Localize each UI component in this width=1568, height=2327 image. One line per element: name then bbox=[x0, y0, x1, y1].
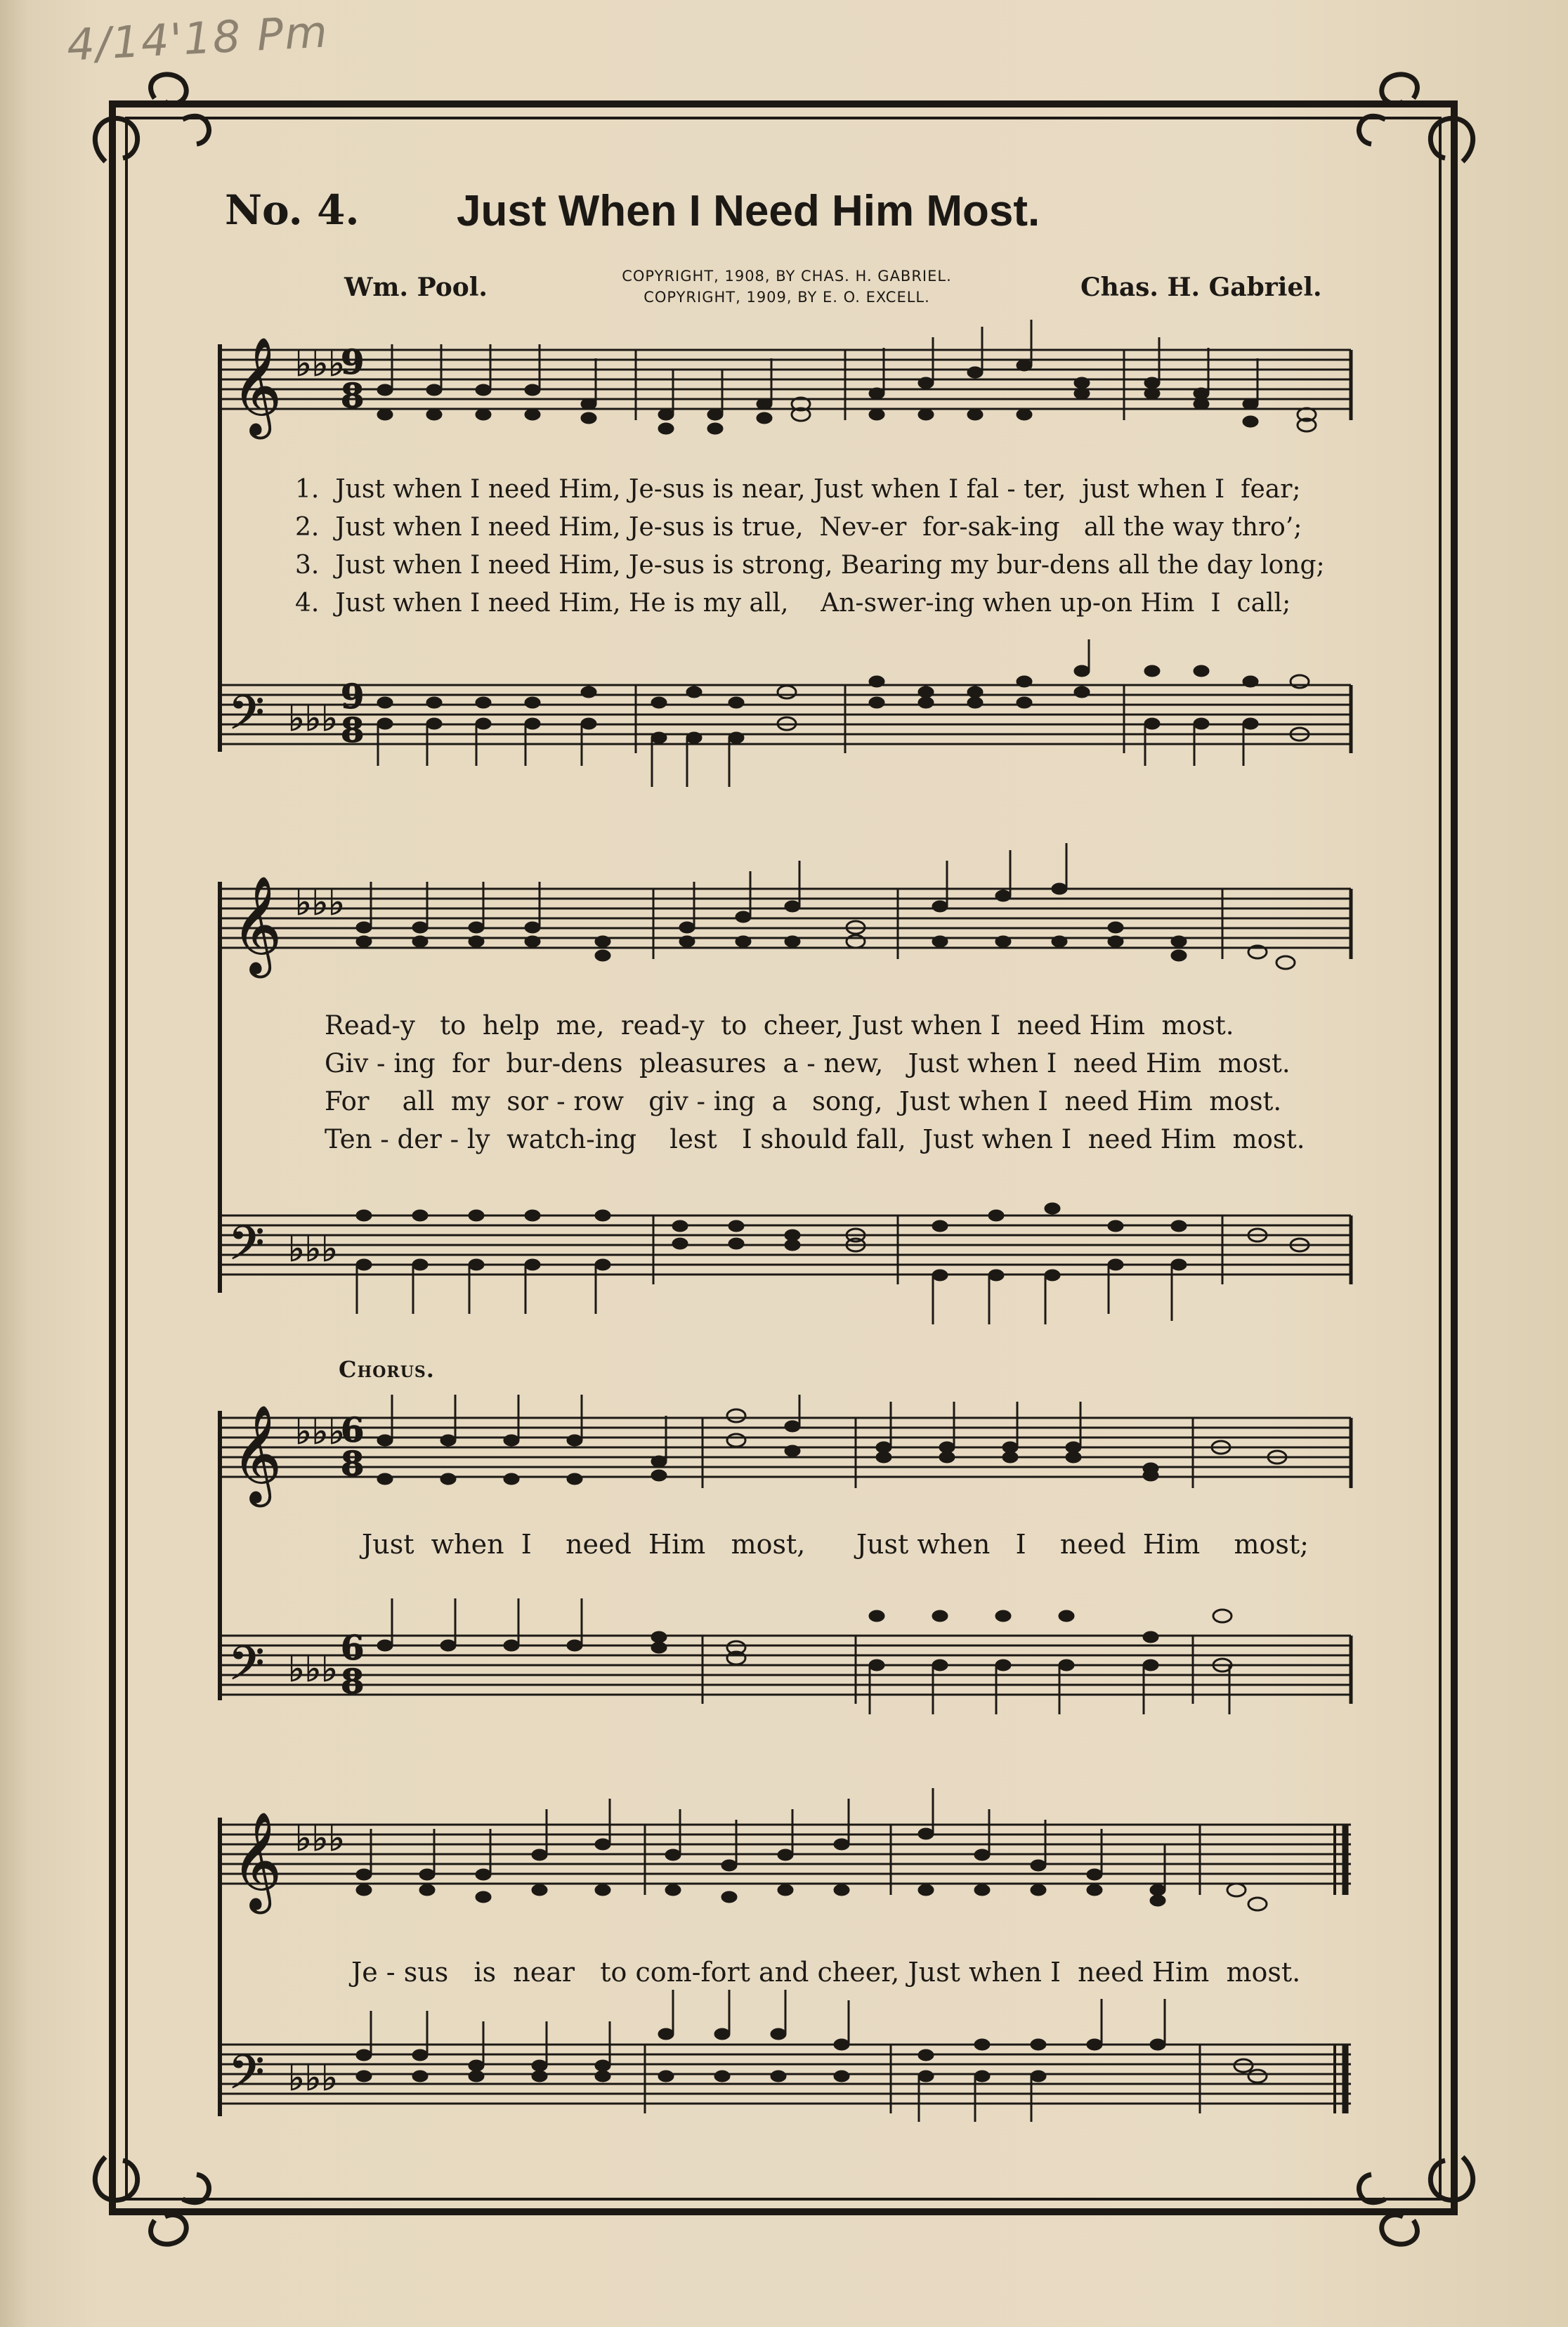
stems-system-1-treble bbox=[392, 320, 1257, 415]
refrain-line-2: Giv - ing for bur-dens pleasures a - new, Just when I need Him most. bbox=[325, 1048, 1291, 1078]
verse-line-2: 2. Just when I need Him, Je-sus is true, Nev-er for-sak-ing all the way thro’; bbox=[295, 513, 1302, 542]
svg-text:♭♭♭: ♭♭♭ bbox=[295, 1818, 345, 1859]
chorus-label: Chorus. bbox=[339, 1356, 435, 1383]
verse-lyrics-second-half bbox=[325, 1007, 1305, 1159]
verse-line-1: 1. Just when I need Him, Je-sus is near, Just when I fal - ter, just when I fear; bbox=[295, 475, 1301, 504]
bass-clef-icon: 𝄢 bbox=[228, 1216, 265, 1282]
treble-clef-icon: 𝄞 bbox=[232, 1812, 282, 1910]
svg-text:8: 8 bbox=[341, 1445, 365, 1484]
hymn-title: Just When I Need Him Most. bbox=[457, 187, 1040, 235]
svg-text:♭♭♭: ♭♭♭ bbox=[288, 2057, 338, 2099]
svg-text:♭♭♭: ♭♭♭ bbox=[295, 1411, 345, 1452]
note-heads-system-4-treble bbox=[356, 1828, 1267, 1910]
copyright-line: COPYRIGHT, 1908, BY CHAS. H. GABRIEL. bbox=[622, 268, 952, 285]
chorus-line-2: Je - sus is near to com-fort and cheer, Just when I need Him most. bbox=[351, 1957, 1301, 1988]
staff-system-1-bass bbox=[221, 685, 1351, 753]
svg-text:9: 9 bbox=[341, 343, 365, 382]
svg-text:♭♭♭: ♭♭♭ bbox=[288, 1228, 338, 1270]
bass-clef-icon: 𝄢 bbox=[228, 1636, 265, 1702]
stems-system-1-bass bbox=[378, 639, 1243, 787]
note-heads-system-1-treble bbox=[377, 360, 1316, 434]
copyright-notice bbox=[583, 266, 991, 308]
hymn-number: No. 4. bbox=[225, 186, 360, 234]
handwritten-date-note: 4/14'18 Pm bbox=[65, 6, 330, 71]
verse-lyrics bbox=[295, 471, 1325, 623]
svg-text:♭♭♭: ♭♭♭ bbox=[295, 343, 345, 384]
copyright-line: COPYRIGHT, 1909, BY E. O. EXCELL. bbox=[643, 289, 930, 306]
bass-clef-icon: 𝄢 bbox=[228, 2045, 265, 2111]
refrain-line-3: For all my sor - row giv - ing a song, Just when I need Him most. bbox=[325, 1086, 1282, 1116]
treble-clef-icon: 𝄞 bbox=[232, 876, 282, 974]
svg-text:♭♭♭: ♭♭♭ bbox=[288, 1648, 338, 1690]
svg-text:8: 8 bbox=[341, 1662, 365, 1702]
svg-text:8: 8 bbox=[341, 377, 365, 416]
treble-clef-icon: 𝄞 bbox=[232, 337, 282, 435]
svg-text:6: 6 bbox=[341, 1629, 365, 1668]
svg-text:♭♭♭: ♭♭♭ bbox=[295, 882, 345, 923]
note-heads-system-3-bass bbox=[377, 1610, 1231, 1671]
svg-text:♭♭♭: ♭♭♭ bbox=[288, 698, 338, 739]
staff-system-4-bass bbox=[221, 2045, 1351, 2113]
composer-credit: Chas. H. Gabriel. bbox=[1080, 273, 1322, 302]
svg-text:6: 6 bbox=[341, 1411, 365, 1450]
stems-system-2-treble bbox=[371, 843, 1066, 927]
svg-text:8: 8 bbox=[341, 711, 365, 750]
treble-clef-icon: 𝄞 bbox=[232, 1405, 282, 1503]
verse-line-3: 3. Just when I need Him, Je-sus is strong, Bearing my bur-dens all the day long; bbox=[295, 551, 1325, 580]
svg-text:9: 9 bbox=[341, 677, 365, 717]
bass-clef-icon: 𝄢 bbox=[228, 686, 265, 751]
lyricist-credit: Wm. Pool. bbox=[344, 273, 488, 302]
chorus-line-1: Just when I need Him most, Just when I need Him most; bbox=[362, 1529, 1309, 1560]
note-heads-system-2-treble bbox=[356, 883, 1295, 969]
hymn-header bbox=[225, 186, 1349, 249]
verse-line-4: 4. Just when I need Him, He is my all, An-swer-ing when up-on Him I call; bbox=[295, 589, 1291, 618]
stems-system-4-bass bbox=[371, 1990, 1165, 2122]
refrain-line-4: Ten - der - ly watch-ing lest I should fall, Just when I need Him most. bbox=[325, 1124, 1305, 1154]
refrain-line-1: Read-y to help me, read-y to cheer, Just when I need Him most. bbox=[325, 1010, 1234, 1041]
